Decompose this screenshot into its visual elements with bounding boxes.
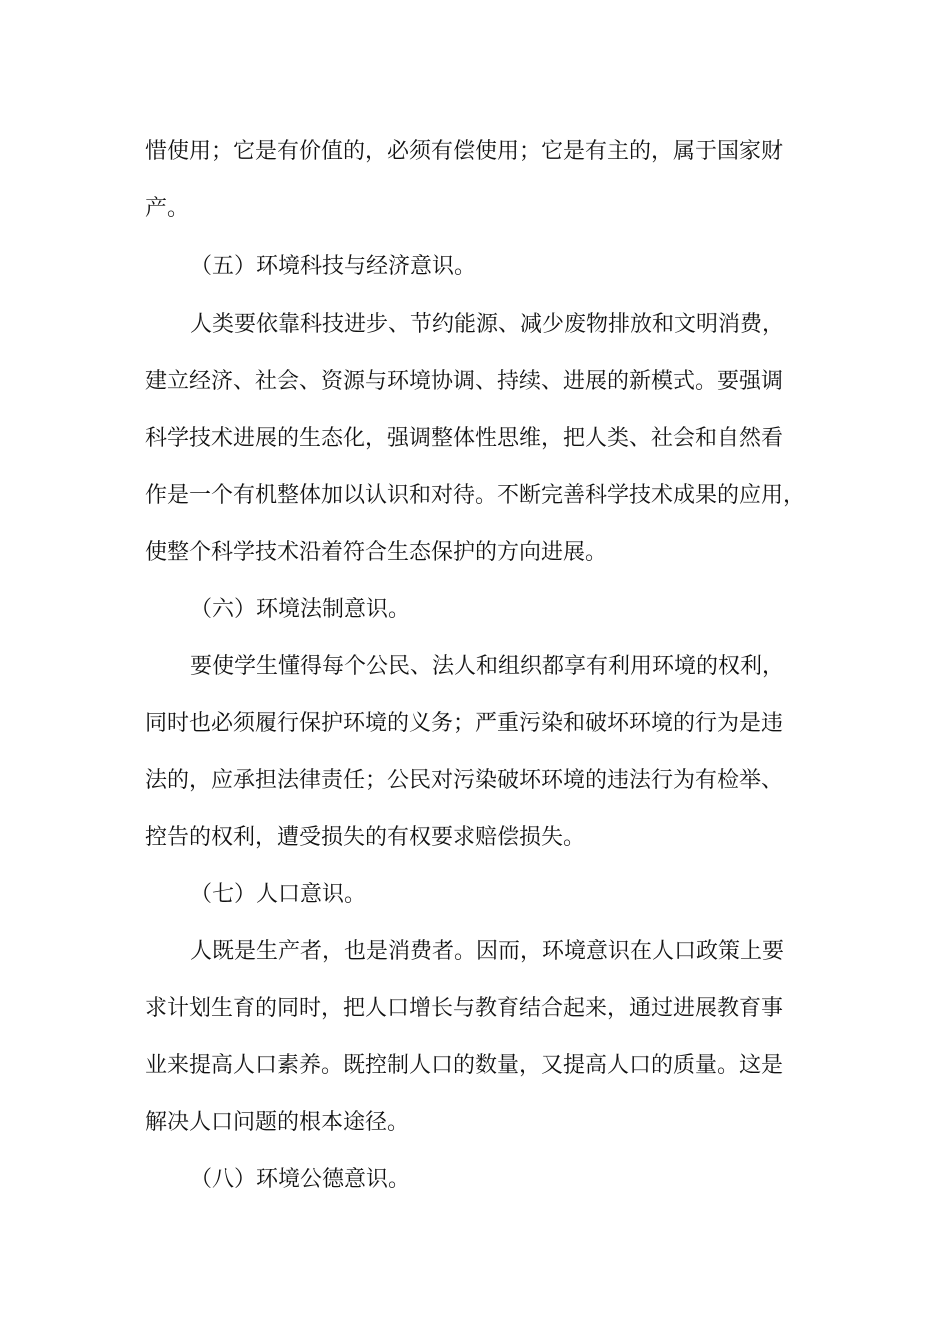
paragraph-line: 产。	[145, 196, 190, 221]
paragraph-line: 要使学生懂得每个公民、法人和组织都享有利用环境的权利，	[190, 654, 785, 679]
section-heading-6: （六）环境法制意识。	[190, 597, 411, 622]
section-heading-7: （七）人口意识。	[190, 882, 367, 907]
paragraph-line: 人既是生产者，也是消费者。因而，环境意识在人口政策上要	[190, 939, 785, 964]
paragraph-line: 建立经济、社会、资源与环境协调、持续、进展的新模式。要强调	[145, 369, 784, 394]
paragraph-line: 解决人口问题的根本途径。	[145, 1110, 410, 1135]
paragraph-line: 科学技术进展的生态化，强调整体性思维，把人类、社会和自然看	[145, 426, 784, 451]
paragraph-line: 人类要依靠科技进步、节约能源、减少废物排放和文明消费，	[190, 312, 785, 337]
paragraph-line: 求计划生育的同时，把人口增长与教育结合起来，通过进展教育事	[145, 996, 784, 1021]
paragraph-line: 使整个科学技术沿着符合生态保护的方向进展。	[145, 540, 608, 565]
paragraph-line: 法的，应承担法律责任；公民对污染破坏环境的违法行为有检举、	[145, 768, 784, 793]
paragraph-line: 同时也必须履行保护环境的义务；严重污染和破坏环境的行为是违	[145, 711, 784, 736]
section-heading-5: （五）环境科技与经济意识。	[190, 254, 477, 279]
paragraph-line: 业来提高人口素养。既控制人口的数量，又提高人口的质量。这是	[145, 1053, 784, 1078]
paragraph-line: 控告的权利，遭受损失的有权要求赔偿损失。	[145, 825, 586, 850]
section-heading-8: （八）环境公德意识。	[190, 1167, 411, 1192]
paragraph-line: 惜使用；它是有价值的，必须有偿使用；它是有主的，属于国家财	[145, 139, 784, 164]
paragraph-line: 作是一个有机整体加以认识和对待。不断完善科学技术成果的应用，	[145, 483, 806, 508]
